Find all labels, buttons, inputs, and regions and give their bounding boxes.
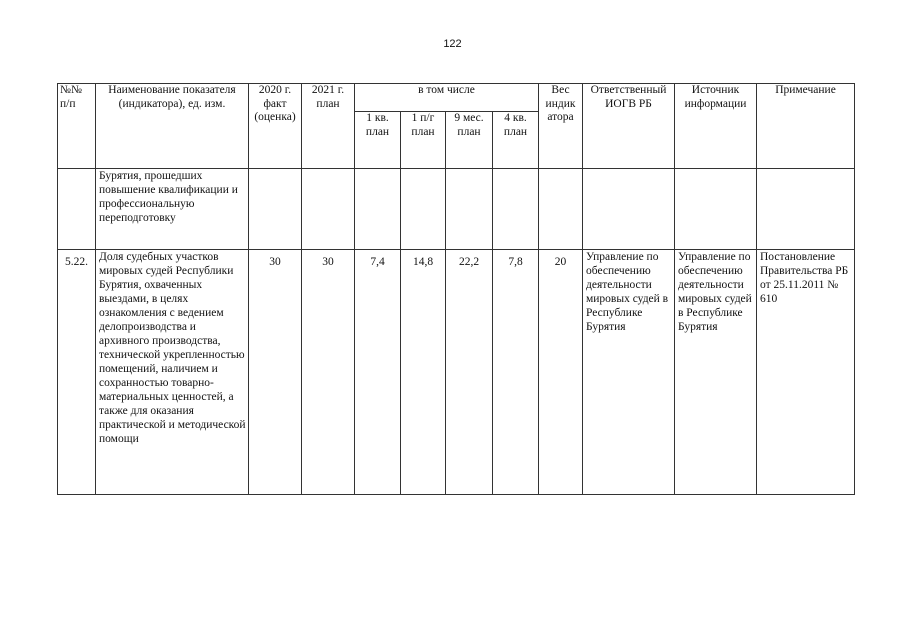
cell-name: Доля судебных участков мировых судей Республики Бурятия, охваченных выездами, в целях ознакомления с ведением делопроизводства и архивного производства, технической укрепленностью помещений, наличием и сохранностью товарно-материальных ценностей, а также для оказания практической и методической помощи — [96, 250, 249, 495]
header-no: №№ п/п — [58, 84, 96, 169]
cell-weight: 20 — [539, 250, 583, 495]
cell-note: Постановление Правительства РБ от 25.11.2011 № 610 — [757, 250, 855, 495]
cell-9m — [446, 169, 493, 250]
header-h1: 1 п/г план — [401, 112, 446, 169]
cell-responsible: Управление по обеспечению деятельности мировых судей в Республике Бурятия — [583, 250, 675, 495]
header-note: Примечание — [757, 84, 855, 169]
cell-q4 — [493, 169, 539, 250]
cell-2020: 30 — [249, 250, 302, 495]
page-number: 122 — [443, 38, 462, 50]
cell-q1: 7,4 — [355, 250, 401, 495]
header-source: Источник информации — [675, 84, 757, 169]
table-row — [58, 250, 855, 495]
cell-weight — [539, 169, 583, 250]
cell-source — [675, 169, 757, 250]
cell-source: Управление по обеспечению деятельности мировых судей в Республике Бурятия — [675, 250, 757, 495]
cell-name: Бурятия, прошедших повышение квалификации и профессиональную переподготовку — [96, 169, 249, 250]
header-2020: 2020 г. факт (оценка) — [249, 84, 302, 169]
header-name: Наименование показателя (индикатора), ед. изм. — [96, 84, 249, 169]
cell-9m: 22,2 — [446, 250, 493, 495]
cell-responsible — [583, 169, 675, 250]
cell-h1: 14,8 — [401, 250, 446, 495]
cell-2021 — [302, 169, 355, 250]
table-row — [58, 169, 855, 250]
header-including: в том числе — [355, 84, 539, 112]
cell-no — [58, 169, 96, 250]
cell-note — [757, 169, 855, 250]
header-9m: 9 мес. план — [446, 112, 493, 169]
cell-no: 5.22. — [58, 250, 96, 495]
cell-2021: 30 — [302, 250, 355, 495]
cell-2020 — [249, 169, 302, 250]
header-2021: 2021 г. план — [302, 84, 355, 169]
cell-h1 — [401, 169, 446, 250]
cell-q1 — [355, 169, 401, 250]
header-q1: 1 кв. план — [355, 112, 401, 169]
header-weight: Вес индик атора — [539, 84, 583, 169]
indicators-table — [57, 83, 855, 495]
cell-q4: 7,8 — [493, 250, 539, 495]
header-responsible: Ответственный ИОГВ РБ — [583, 84, 675, 169]
header-q4: 4 кв. план — [493, 112, 539, 169]
